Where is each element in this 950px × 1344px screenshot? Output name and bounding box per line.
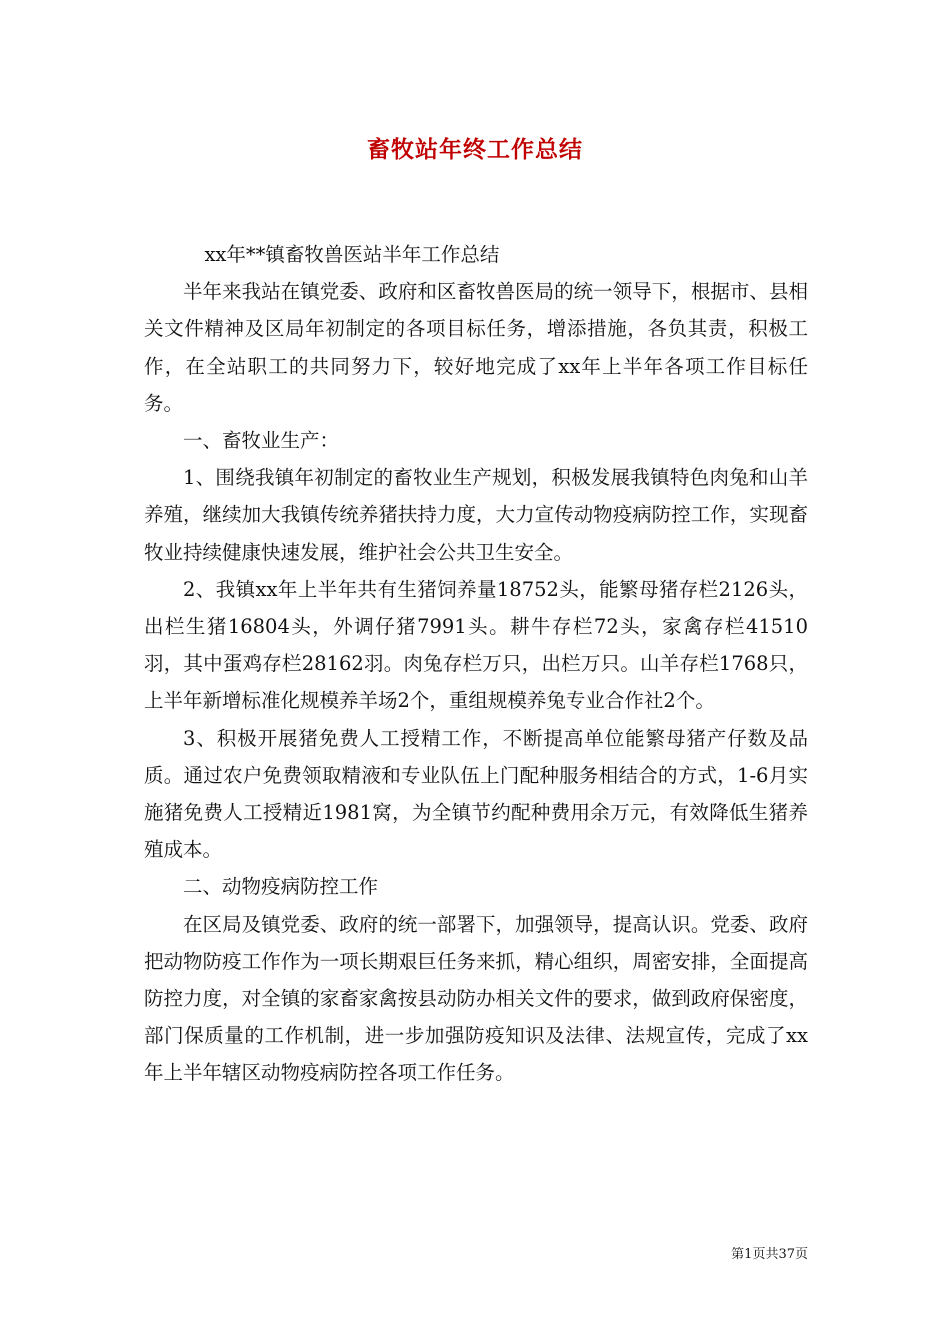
paragraph-livestock-1: 1、围绕我镇年初制定的畜牧业生产规划，积极发展我镇特色肉兔和山羊养殖，继续加大我镇传统养猪扶持力度，大力宣传动物疫病防控工作，实现畜牧业持续健康快速发展，维护社会公共卫生安全。 (144, 466, 808, 564)
paragraph-livestock-3: 3、积极开展猪免费人工授精工作，不断提高单位能繁母猪产仔数及品质。通过农户免费领取精液和专业队伍上门配种服务相结合的方式，1-6月实施猪免费人工授精近1981窝，为全镇节约配种费用余万元，有效降低生猪养殖成本。 (144, 726, 808, 862)
paragraph-livestock-2: 2、我镇xx年上半年共有生猪饲养量18752头，能繁母猪存栏2126头，出栏生猪16804头，外调仔猪7991头。耕牛存栏72头，家禽存栏41510羽，其中蛋鸡存栏28162羽。肉兔存栏万只，出栏万只。山羊存栏1768只，上半年新增标准化规模养羊场2个，重组规模养兔专业合作社2个。 (144, 577, 808, 713)
intro-paragraph: 半年来我站在镇党委、政府和区畜牧兽医局的统一领导下，根据市、县相关文件精神及区局年初制定的各项目标任务，增添措施，各负其责，积极工作，在全站职工的共同努力下，较好地完成了xx年上半年各项工作目标任务。 (144, 280, 808, 415)
section-heading-livestock: 一、畜牧业生产： (183, 429, 340, 453)
document-body (144, 236, 808, 1092)
section-heading-disease-control: 二、动物疫病防控工作 (183, 875, 379, 899)
page-number: 第1页共37页 (731, 1247, 808, 1262)
paragraph-disease-control: 在区局及镇党委、政府的统一部署下，加强领导，提高认识。党委、政府把动物防疫工作作为一项长期艰巨任务来抓，精心组织，周密安排，全面提高防控力度，对全镇的家畜家禽按县动防办相关文件的要求，做到政府保密度，部门保质量的工作机制，进一步加强防疫知识及法律、法规宣传，完成了xx年上半年辖区动物疫病防控各项工作任务。 (144, 912, 808, 1085)
document-title: 畜牧站年终工作总结 (367, 137, 583, 163)
report-subtitle: xx年**镇畜牧兽医站半年工作总结 (204, 243, 500, 266)
